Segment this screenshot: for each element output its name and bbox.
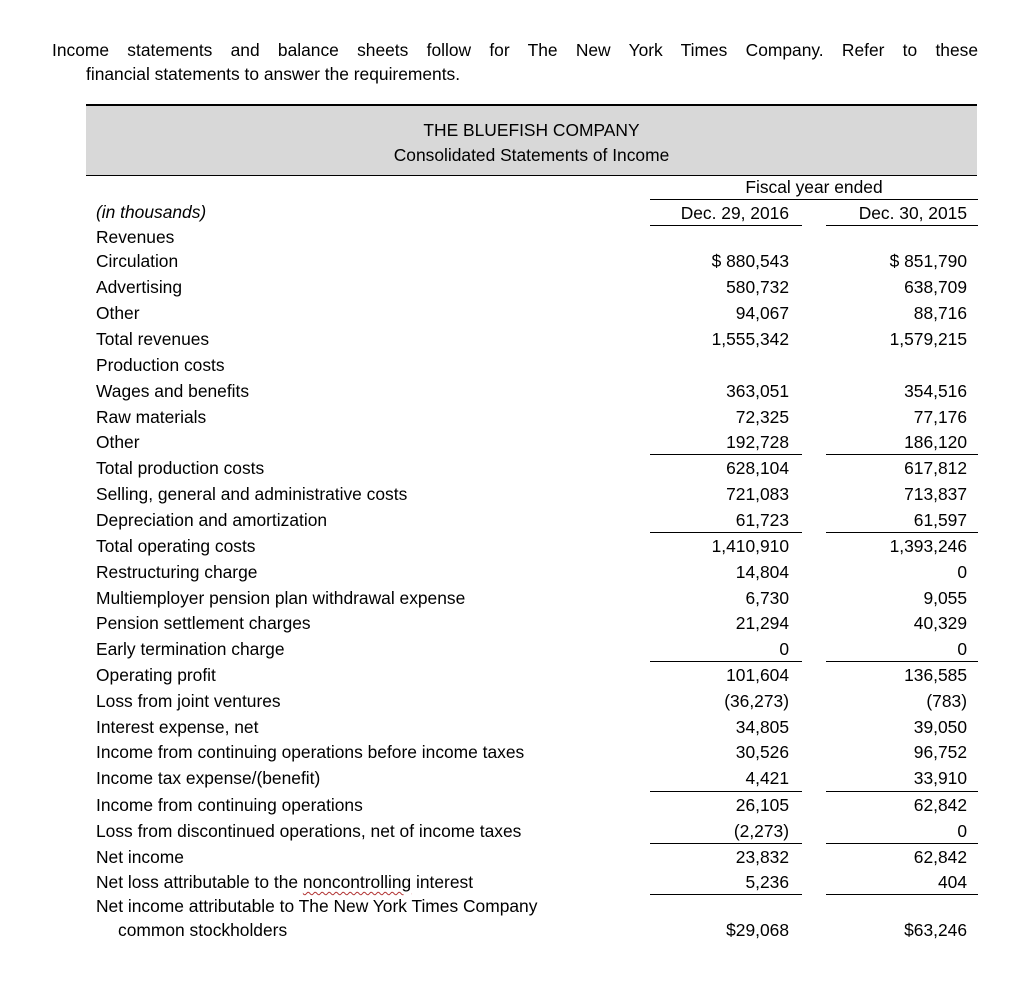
table-row <box>0 664 1024 690</box>
table-row <box>0 276 1024 302</box>
row-label: Other <box>96 303 140 323</box>
row-label: Interest expense, net <box>96 717 259 737</box>
intro-line-2: financial statements to answer the requirements. <box>86 64 461 84</box>
value-2015: 638,709 <box>904 277 967 297</box>
value-2016: 61,723 <box>735 510 789 530</box>
subtotal-rule-2015 <box>826 843 978 844</box>
value-2015: 136,585 <box>904 665 967 685</box>
value-2015: 617,812 <box>904 458 967 478</box>
table-row <box>0 406 1024 432</box>
table-row <box>0 767 1024 793</box>
value-2016: 26,105 <box>735 795 789 815</box>
table-row <box>0 302 1024 328</box>
value-2016: 721,083 <box>726 484 789 504</box>
table-row-final-line1 <box>0 895 1024 921</box>
value-2016: 34,805 <box>735 717 789 737</box>
value-2015: 88,716 <box>913 303 967 323</box>
table-row <box>0 612 1024 638</box>
statement-title: Consolidated Statements of Income <box>393 145 670 165</box>
period-label: Fiscal year ended <box>745 177 883 197</box>
row-label: Revenues <box>96 227 175 247</box>
label-suffix: interest <box>411 872 474 892</box>
subtotal-rule-2016 <box>650 661 802 662</box>
value-2015: 186,120 <box>904 432 967 452</box>
value-2015: $ 851,790 <box>889 251 967 271</box>
intro-line-1: Income statements and balance sheets follow for The New York Times Company. Refer to these <box>52 40 978 60</box>
row-label: Total operating costs <box>96 536 256 556</box>
table-row <box>0 716 1024 742</box>
subtotal-rule-2015 <box>826 791 978 792</box>
row-label: Selling, general and administrative costs <box>96 484 408 504</box>
value-2016: 628,104 <box>726 458 789 478</box>
row-label: Income from continuing operations before income taxes <box>96 742 525 762</box>
subtotal-rule-2016 <box>650 454 802 455</box>
row-label: Loss from discontinued operations, net of income taxes <box>96 821 522 841</box>
table-row <box>0 250 1024 276</box>
row-label: Early termination charge <box>96 639 285 659</box>
table-row <box>0 483 1024 509</box>
table-row <box>0 380 1024 406</box>
row-label: Net income <box>96 847 184 867</box>
row-label: Multiemployer pension plan withdrawal expense <box>96 588 466 608</box>
row-label: Operating profit <box>96 665 216 685</box>
value-2016: 6,730 <box>745 588 789 608</box>
value-2015: 33,910 <box>913 768 967 788</box>
value-2016: $ 880,543 <box>711 251 789 271</box>
value-2016: 580,732 <box>726 277 789 297</box>
value-2016: 30,526 <box>735 742 789 762</box>
table-row <box>0 535 1024 561</box>
value-2016: 101,604 <box>726 665 789 685</box>
row-label: Raw materials <box>96 407 207 427</box>
value-2015: 40,329 <box>913 613 967 633</box>
value-2015: 62,842 <box>913 795 967 815</box>
row-label: Total revenues <box>96 329 210 349</box>
value-2015: 404 <box>937 872 967 892</box>
value-2015: 1,579,215 <box>889 329 967 349</box>
value-2015: 0 <box>957 639 967 659</box>
table-row <box>0 690 1024 716</box>
value-2016: 21,294 <box>735 613 789 633</box>
value-2016: 0 <box>779 639 789 659</box>
row-label: Net income attributable to The New York Times Company <box>96 896 538 916</box>
table-row <box>0 741 1024 767</box>
value-2016: 72,325 <box>735 407 789 427</box>
subtotal-rule-2015 <box>826 532 978 533</box>
value-2016: 23,832 <box>735 847 789 867</box>
table-row <box>0 587 1024 613</box>
table-row <box>0 354 1024 380</box>
value-2015: 0 <box>957 821 967 841</box>
value-2015: 96,752 <box>913 742 967 762</box>
row-label: Circulation <box>96 251 179 271</box>
value-2016: 4,421 <box>745 768 789 788</box>
value-2016: 14,804 <box>735 562 789 582</box>
table-row <box>0 457 1024 483</box>
value-2015: $63,246 <box>904 920 967 940</box>
row-label: Pension settlement charges <box>96 613 311 633</box>
value-2016: 5,236 <box>745 872 789 892</box>
row-label: common stockholders <box>118 920 288 940</box>
row-label: Advertising <box>96 277 183 297</box>
table-row <box>0 846 1024 872</box>
value-2015: 61,597 <box>913 510 967 530</box>
value-2015: 354,516 <box>904 381 967 401</box>
value-2015: 1,393,246 <box>889 536 967 556</box>
value-2015: 39,050 <box>913 717 967 737</box>
row-label: Other <box>96 432 140 452</box>
subtotal-rule-2016 <box>650 532 802 533</box>
label-prefix: Net loss attributable to the <box>96 872 303 892</box>
table-row <box>0 328 1024 354</box>
value-2016: 1,555,342 <box>711 329 789 349</box>
units-label: (in thousands) <box>96 202 207 222</box>
subtotal-rule-2016 <box>650 791 802 792</box>
table-row-final-line2 <box>0 919 1024 945</box>
value-2015: 77,176 <box>913 407 967 427</box>
value-2016: 363,051 <box>726 381 789 401</box>
row-label: Restructuring charge <box>96 562 258 582</box>
subtotal-rule-2015 <box>826 454 978 455</box>
row-label: Income from continuing operations <box>96 795 363 815</box>
value-2015: (783) <box>926 691 967 711</box>
subtotal-rule-2015 <box>826 661 978 662</box>
row-label: Total production costs <box>96 458 265 478</box>
table-row <box>0 561 1024 587</box>
value-2016: $29,068 <box>726 920 789 940</box>
value-2016: 94,067 <box>735 303 789 323</box>
value-2015: 62,842 <box>913 847 967 867</box>
value-2015: 713,837 <box>904 484 967 504</box>
table-row <box>0 794 1024 820</box>
company-name: THE BLUEFISH COMPANY <box>423 120 640 140</box>
spellcheck-flagged-word: noncontrolling <box>302 872 412 892</box>
column-header-2015: Dec. 30, 2015 <box>858 203 967 223</box>
value-2016: 192,728 <box>726 432 789 452</box>
value-2015: 9,055 <box>923 588 967 608</box>
row-label: Income tax expense/(benefit) <box>96 768 321 788</box>
value-2016: 1,410,910 <box>711 536 789 556</box>
column-header-2016: Dec. 29, 2016 <box>680 203 789 223</box>
table-row <box>0 226 1024 252</box>
subtotal-rule-2016 <box>650 843 802 844</box>
value-2015: 0 <box>957 562 967 582</box>
row-label: Production costs <box>96 355 225 375</box>
row-label: Wages and benefits <box>96 381 250 401</box>
value-2016: (2,273) <box>733 821 789 841</box>
row-label <box>96 871 473 893</box>
value-2016: (36,273) <box>724 691 789 711</box>
row-label: Depreciation and amortization <box>96 510 328 530</box>
row-label: Loss from joint ventures <box>96 691 281 711</box>
